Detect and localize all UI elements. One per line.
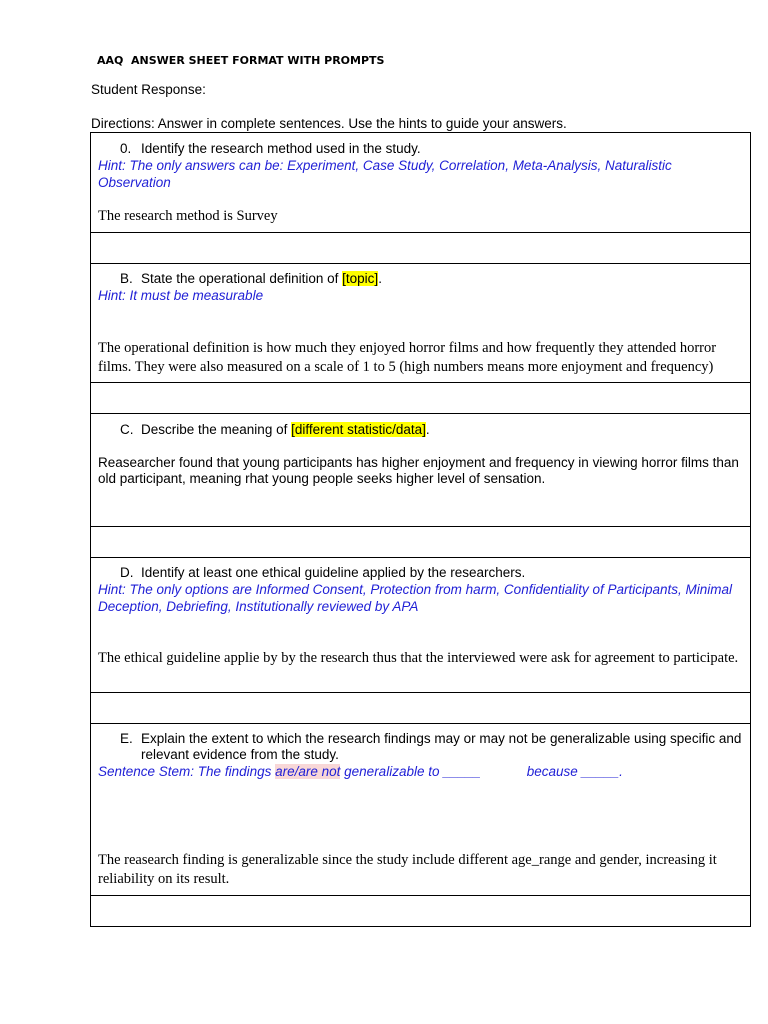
section-d-label: D. — [120, 565, 134, 580]
section-b-hint: Hint: It must be measurable — [98, 288, 264, 303]
student-response-label: Student Response: — [91, 82, 206, 97]
section-d-answer[interactable]: The ethical guideline applie by by the research thus that the interviewed were ask for agreement to participate. — [98, 650, 739, 666]
answer-sheet-table — [90, 132, 751, 927]
section-b-prompt: B. State the operational definition of [topic]. — [120, 271, 382, 286]
section-d-blank-row[interactable] — [91, 693, 750, 724]
section-b-blank-row[interactable] — [91, 383, 750, 414]
section-0-cell — [91, 133, 750, 233]
section-e-cell — [91, 724, 750, 896]
section-e-label: E. — [120, 731, 133, 746]
section-0-blank-row[interactable] — [91, 233, 750, 264]
section-d-hint: Hint: The only options are Informed Consent, Protection from harm, Confidentiality of Participants, Minimal Deception, Debriefing, Institutionally reviewed by APA — [98, 582, 733, 614]
section-0-prompt: 0. Identify the research method used in the study. — [120, 141, 421, 156]
section-b-label: B. — [120, 271, 133, 286]
section-c-label: C. — [120, 422, 134, 437]
section-0-hint: Hint: The only answers can be: Experiment, Case Study, Correlation, Meta-Analysis, Naturalistic Observation — [98, 158, 672, 190]
are-are-not-highlight: are/are not — [275, 764, 341, 779]
section-c-cell — [91, 414, 750, 527]
section-e-blank-row[interactable] — [91, 896, 750, 927]
section-e-prompt: E. Explain the extent to which the research findings may or may not be generalizable using specific and relevant evidence from the study. — [120, 731, 742, 762]
section-b-cell — [91, 264, 750, 383]
directions-text: Directions: Answer in complete sentences. Use the hints to guide your answers. — [91, 116, 567, 131]
section-e-sentence-stem: Sentence Stem: The findings are/are not generalizable to _____ because _____. — [98, 764, 623, 779]
section-c-blank-row[interactable] — [91, 527, 750, 558]
section-c-prompt: C. Describe the meaning of [different statistic/data]. — [120, 422, 430, 437]
section-b-answer[interactable]: The operational definition is how much they enjoyed horror films and how frequently they attended horror films. They were also measured on a scale of 1 to 5 (high numbers means more enjoyment and frequency) — [98, 340, 717, 375]
topic-highlight: [topic] — [342, 271, 379, 286]
statistic-highlight: [different statistic/data] — [291, 422, 426, 437]
section-d-prompt: D. Identify at least one ethical guideline applied by the researchers. — [120, 565, 526, 580]
section-e-answer[interactable]: The reasearch finding is generalizable since the study include different age_range and gender, increasing it reliability on its result. — [98, 852, 717, 887]
section-0-label: 0. — [120, 141, 132, 156]
section-d-cell — [91, 558, 750, 693]
section-0-answer[interactable]: The research method is Survey — [98, 208, 278, 224]
section-c-answer[interactable]: Reasearcher found that young participants has higher enjoyment and frequency in viewing horror films than old participant, meaning rhat young people seeks higher level of sensation. — [98, 455, 739, 486]
document-title: AAQ ANSWER SHEET FORMAT WITH PROMPTS — [97, 54, 385, 67]
